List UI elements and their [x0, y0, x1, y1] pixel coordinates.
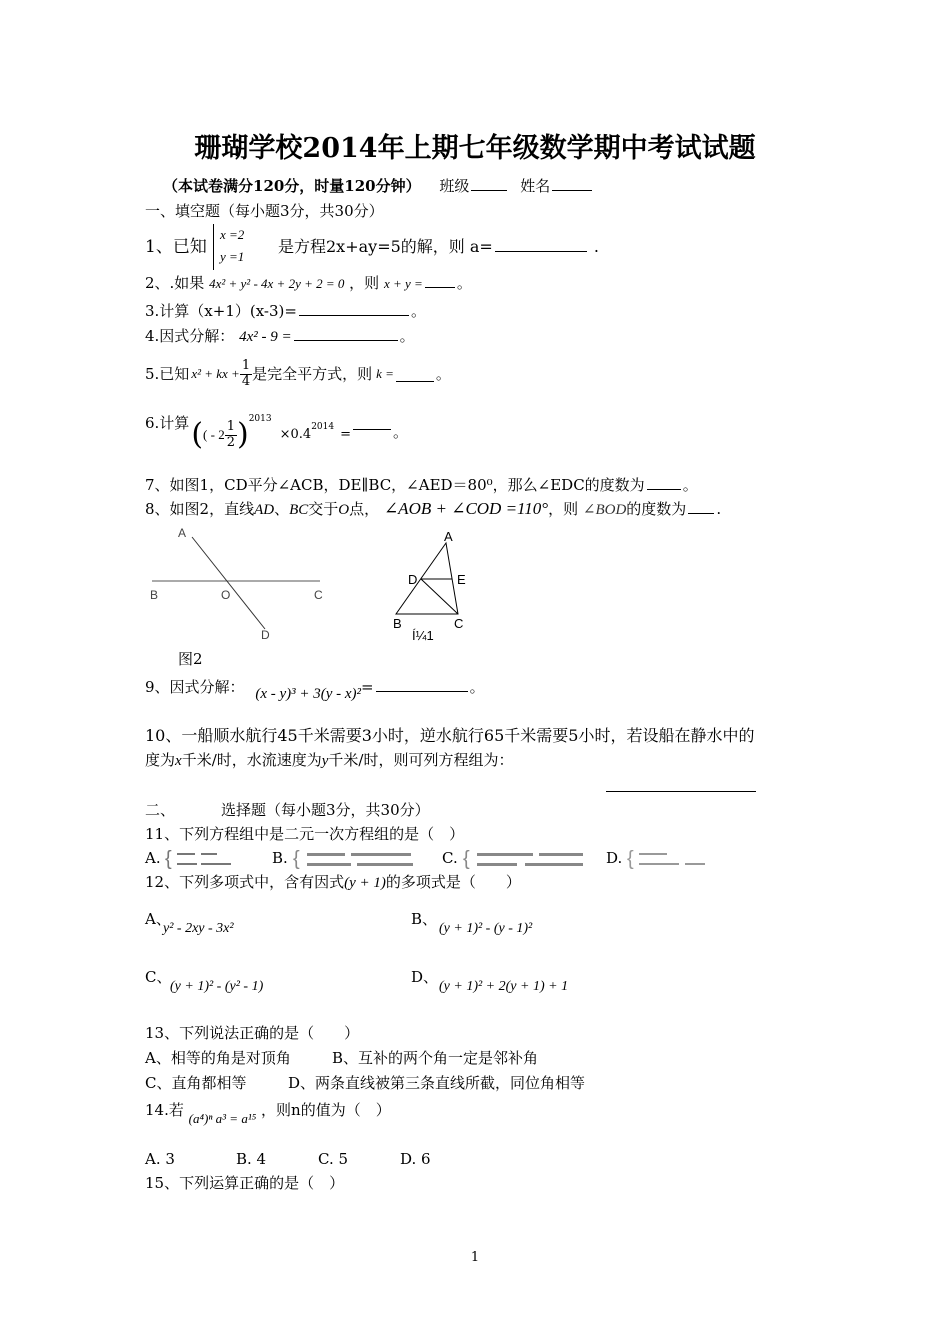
q5-numerator: 1 — [241, 358, 251, 374]
line-ad — [192, 537, 265, 629]
q6-expression-2: ×0.4 — [279, 427, 312, 443]
q8-answer-blank — [688, 512, 714, 514]
q8-line-ad: AD — [254, 502, 275, 518]
question-10-line-1: 10、一船顺水航行45千米需要3小时，逆水航行65千米需要5小时，若设船在静水中的 — [145, 726, 755, 745]
q13-option-b: B、互补的两个角一定是邻补角 — [332, 1049, 539, 1067]
q8-end2: . — [716, 500, 722, 518]
q6-answer-blank — [353, 428, 391, 430]
q11-a-system-image — [165, 848, 251, 870]
page-title: 珊瑚学校2014年上期七年级数学期中考试试题 — [194, 133, 756, 164]
question-5 — [145, 352, 451, 396]
q6-equals: = — [340, 427, 351, 443]
q10-text-c: 千米/时，则可列方程组为： — [328, 751, 514, 769]
q1-eq2: y =1 — [220, 249, 245, 264]
q11-label-d: D. — [606, 849, 623, 867]
q8-prefix: 8、如图2，直线 — [145, 500, 255, 518]
q2-answer-blank — [425, 286, 455, 288]
q8-line-bc: BC — [289, 502, 309, 518]
question-6 — [145, 410, 408, 460]
svg-text:{: { — [292, 848, 300, 870]
q12-prefix: 12、下列多项式中，含有因式 — [145, 873, 345, 891]
q1-rest: 是方程2x+ay=5的解，则 a= . — [278, 237, 599, 256]
q4-answer-blank — [294, 339, 398, 341]
page-number: 1 — [470, 1250, 480, 1265]
question-12 — [145, 873, 521, 892]
q4-prefix: 4.因式分解： — [145, 327, 235, 345]
question-10-line-2 — [145, 751, 513, 770]
q14-option-d: D. 6 — [400, 1150, 431, 1168]
q10-text-b: 千米/时，水流速度为 — [181, 751, 322, 769]
q6-numerator: 1 — [226, 419, 235, 435]
fig2-label-c: C — [314, 588, 323, 602]
q8-mid: 交于 — [308, 500, 339, 518]
q8-end: 的度数为 — [626, 500, 687, 518]
q11-d-system-image — [627, 848, 717, 870]
question-13: 13、下列说法正确的是（ ） — [145, 1024, 360, 1042]
exam-subtitle: （本试卷满分120分，时量120分钟） — [163, 177, 421, 195]
q1-prefix: 1、已知 — [145, 237, 207, 257]
q11-option-d — [606, 848, 717, 870]
segment-dc — [421, 579, 458, 614]
q7-answer-blank — [647, 488, 681, 490]
section-2-number: 二、 — [145, 801, 176, 819]
q5-mid: 是完全平方式，则 — [252, 365, 373, 383]
q5-expression: x² + kx + — [191, 366, 240, 382]
q9-equals: = — [361, 678, 374, 696]
q6-exponent-1: 2013 — [248, 414, 272, 424]
q5-prefix: 5.已知 — [145, 365, 190, 383]
fig1-label-a: A — [444, 529, 453, 544]
q14-prefix: 14.若 — [145, 1101, 184, 1119]
figure-1-triangle — [388, 526, 478, 648]
class-blank — [471, 189, 507, 191]
svg-text:{: { — [462, 848, 470, 870]
q2-expression: 4x² + y² - 4x + 2y + 2 = 0 — [209, 276, 345, 291]
q11-c-system-image — [463, 848, 597, 870]
q11-option-c — [442, 848, 597, 870]
q2-mid: ，则 — [349, 274, 380, 292]
q9-end: 。 — [469, 678, 485, 696]
exam-info — [163, 177, 594, 195]
q12-option-b: (y + 1)² - (y - 1)² — [439, 921, 533, 936]
q12-suffix: 的多项式是（ ） — [385, 873, 521, 891]
q10-var-y: y — [321, 753, 329, 769]
q11-option-b — [272, 848, 427, 870]
q8-mid3: ，则 — [548, 500, 579, 518]
question-1 — [145, 237, 207, 257]
q14-expression: (a⁴)ⁿ a³ = a¹⁵ — [188, 1111, 257, 1126]
q1-system — [213, 224, 244, 270]
q14-option-c: C. 5 — [318, 1150, 349, 1168]
fig1-label-b: B — [393, 616, 402, 631]
q12-expression: (y + 1) — [344, 875, 386, 891]
q6-denominator: 2 — [226, 434, 235, 450]
figure-1-caption: Í¼1 — [412, 628, 434, 643]
q2-expression-2: x + y = — [383, 276, 423, 291]
question-11: 11、下列方程组中是二元一次方程组的是（ ） — [145, 825, 465, 843]
svg-text:{: { — [165, 848, 173, 870]
q3-end: 。 — [410, 302, 426, 320]
q1-eq1: x =2 — [220, 227, 245, 242]
q9-expression: (x - y)³ + 3(y - x)² — [255, 686, 362, 702]
q10-answer-blank — [606, 790, 756, 792]
q3-text: 3.计算（x+1）(x-3)= — [145, 302, 297, 320]
q12-option-b-label: B、 — [411, 910, 438, 928]
q12-option-a-label: A、 — [145, 910, 171, 928]
q13-option-c: C、直角都相等 — [145, 1074, 247, 1092]
q6-right-paren: ) — [236, 417, 249, 452]
q14-suffix: ，则n的值为（ ） — [261, 1101, 391, 1119]
q5-fraction — [240, 359, 252, 389]
section-1-heading: 一、填空题（每小题3分，共30分） — [145, 202, 384, 220]
q11-option-a — [145, 848, 251, 870]
q1-suffix: 是方程2x+ay=5的解，则 a= — [278, 237, 493, 256]
q14-option-a: A. 3 — [145, 1150, 175, 1168]
fig2-label-a: A — [178, 526, 187, 540]
question-4 — [145, 327, 415, 346]
q10-var-x: x — [175, 753, 182, 769]
q8-expression-2: ∠BOD — [582, 502, 627, 518]
q11-label-b: B. — [272, 849, 288, 867]
q11-label-c: C. — [442, 849, 458, 867]
q4-end: 。 — [399, 327, 415, 345]
q12-option-c: (y + 1)² - (y² - 1) — [170, 979, 264, 994]
q13-option-a: A、相等的角是对顶角 — [145, 1049, 291, 1067]
q1-answer-blank — [495, 250, 587, 252]
q7-end: 。 — [682, 476, 698, 494]
q3-answer-blank — [299, 314, 409, 316]
name-label: 姓名 — [520, 177, 551, 195]
question-15: 15、下列运算正确的是（ ） — [145, 1174, 345, 1192]
class-label: 班级 — [439, 177, 470, 195]
q5-expression-2: k = — [376, 366, 394, 382]
q5-denominator: 4 — [241, 373, 251, 389]
q12-option-c-label: C、 — [145, 968, 172, 986]
q8-point-o: O — [338, 502, 350, 518]
q9-prefix: 9、因式分解： — [145, 678, 245, 696]
fig2-label-b: B — [150, 588, 159, 602]
q4-expression: 4x² - 9 = — [239, 329, 292, 345]
fig1-label-d: D — [408, 572, 418, 587]
q10-text-a: 度为 — [145, 751, 176, 769]
figure-2-caption: 图2 — [178, 650, 203, 668]
fig1-label-c: C — [454, 616, 464, 631]
q8-sep: 、 — [274, 500, 290, 518]
q8-mid2: 点， — [349, 500, 380, 518]
fig2-label-o: O — [221, 588, 231, 602]
section-2-title: 选择题（每小题3分，共30分） — [221, 801, 430, 819]
q9-answer-blank — [376, 690, 468, 692]
q6-exponent-2: 2014 — [311, 422, 335, 432]
q12-option-d: (y + 1)² + 2(y + 1) + 1 — [439, 979, 569, 994]
question-9 — [145, 678, 485, 702]
q8-expression: ∠AOB + ∠COD =110° — [383, 499, 549, 518]
q6-end: 。 — [393, 423, 409, 441]
q5-answer-blank — [396, 380, 434, 382]
q6-expression: ( - 2 — [203, 427, 225, 443]
name-blank — [552, 189, 592, 191]
svg-text:{: { — [627, 848, 634, 870]
section-2-heading — [145, 801, 430, 819]
q14-option-b: B. 4 — [236, 1150, 267, 1168]
figure-2-intersecting-lines — [140, 522, 340, 647]
fig2-label-d: D — [261, 628, 270, 642]
question-7 — [145, 476, 698, 494]
q5-end: 。 — [435, 365, 451, 383]
q7-text: 7、如图1，CD平分∠ACB，DE∥BC，∠AED＝80⁰，那么∠EDC的度数为 — [145, 476, 645, 494]
q13-option-d: D、两条直线被第三条直线所截，同位角相等 — [288, 1074, 586, 1092]
fig1-label-e: E — [457, 572, 466, 587]
q2-prefix: 2、.如果 — [145, 274, 205, 292]
q2-end: 。 — [456, 274, 472, 292]
question-3 — [145, 302, 426, 320]
q11-label-a: A. — [145, 849, 161, 867]
question-2 — [145, 274, 472, 292]
question-14 — [145, 1101, 391, 1126]
question-8 — [145, 499, 721, 519]
q6-left-paren: ( — [191, 417, 204, 452]
q6-fraction — [225, 420, 237, 450]
q12-option-a: y² - 2xy - 3x² — [163, 921, 234, 936]
q12-option-d-label: D、 — [411, 968, 439, 986]
q11-b-system-image — [293, 848, 427, 870]
q6-prefix: 6.计算 — [145, 414, 190, 432]
